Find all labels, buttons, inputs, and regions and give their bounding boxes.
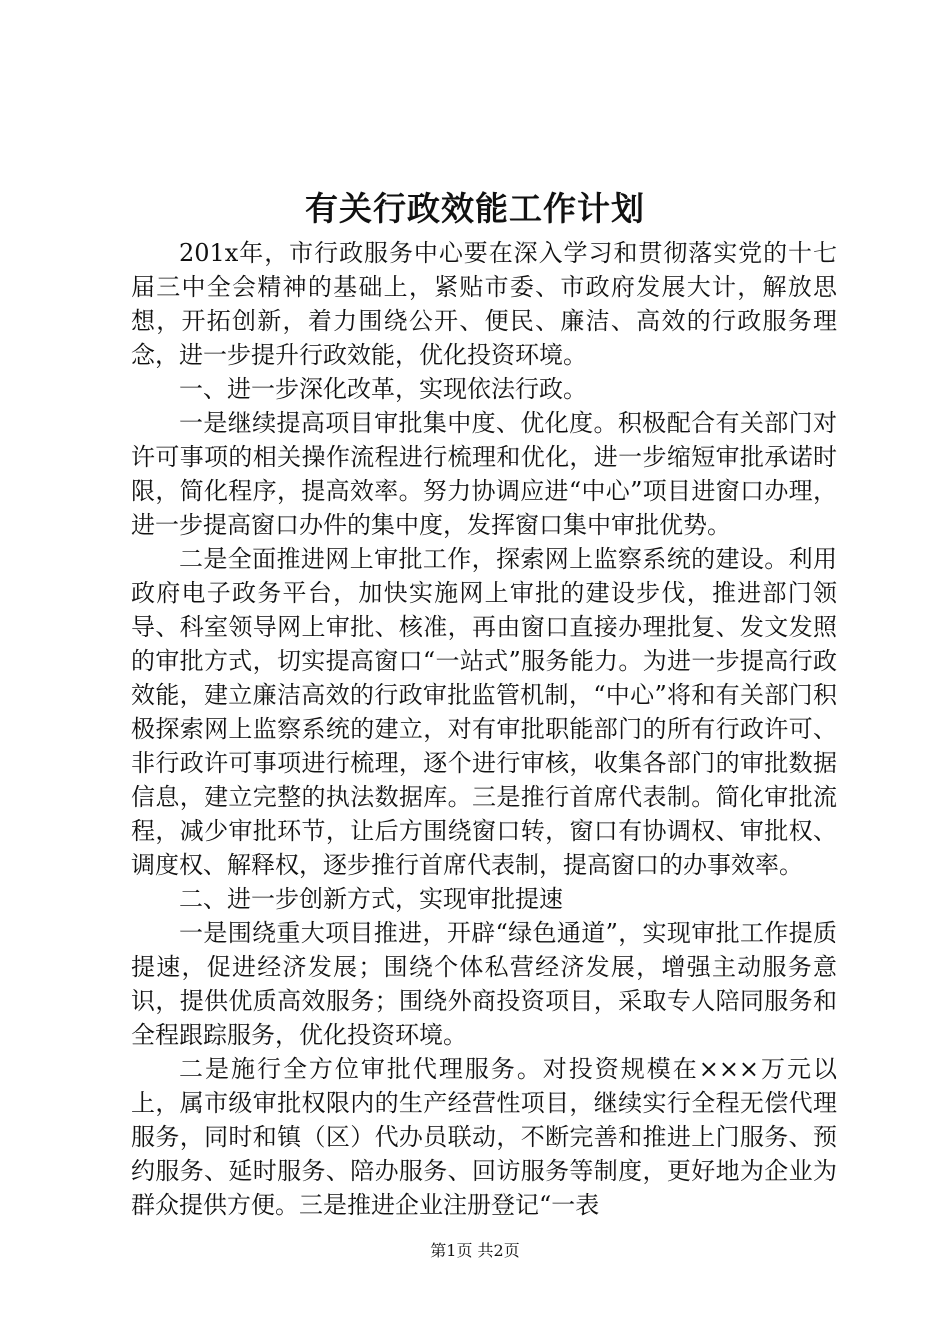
paragraph-2-2: 二是施行全方位审批代理服务。对投资规模在×××万元以上，属市级审批权限内的生产经营性项目，继续实行全程无偿代理服务，同时和镇（区）代办员联动，不断完善和推进上门服务、预约服务、延时服务、陪办服务、回访服务等制度，更好地为企业为群众提供方便。三是推进企业注册登记“一表 [131,1055,837,1219]
paragraph-2-1: 一是围绕重大项目推进，开辟“绿色通道”，实现审批工作提质提速，促进经济发展；围绕个体私营经济发展，增强主动服务意识，提供优质高效服务；围绕外商投资项目，采取专人陪同服务和全程跟踪服务，优化投资环境。 [131,919,837,1049]
paragraph-1-2: 二是全面推进网上审批工作，探索网上监察系统的建设。利用政府电子政务平台，加快实施网上审批的建设步伐，推进部门领导、科室领导网上审批、核准，再由窗口直接办理批复、发文发照的审批方式，切实提高窗口“一站式”服务能力。为进一步提高行政效能，建立廉洁高效的行政审批监管机制，“中心”将和有关部门积极探索网上监察系统的建立，对有审批职能部门的所有行政许可、非行政许可事项进行梳理，逐个进行审核，收集各部门的审批数据信息，建立完整的执法数据库。三是推行首席代表制。简化审批流程，减少审批环节，让后方围绕窗口转，窗口有协调权、审批权、调度权、解释权，逐步推行首席代表制，提高窗口的办事效率。 [131,545,837,879]
paragraph-1-1: 一是继续提高项目审批集中度、优化度。积极配合有关部门对许可事项的相关操作流程进行梳理和优化，进一步缩短审批承诺时限，简化程序，提高效率。努力协调应进“中心”项目进窗口办理，进一步提高窗口办件的集中度，发挥窗口集中审批优势。 [131,409,837,539]
document-body [131,236,837,1222]
paragraph-intro: 201x年，市行政服务中心要在深入学习和贯彻落实党的十七届三中全会精神的基础上，紧贴市委、市政府发展大计，解放思想，开拓创新，着力围绕公开、便民、廉洁、高效的行政服务理念，进一步提升行政效能，优化投资环境。 [131,239,837,369]
page-number-footer: 第1页 共2页 [430,1241,520,1260]
section-heading-2: 二、进一步创新方式，实现审批提速 [179,885,563,913]
section-heading-1: 一、进一步深化改革，实现依法行政。 [179,375,587,403]
document-title: 有关行政效能工作计划 [305,189,645,228]
